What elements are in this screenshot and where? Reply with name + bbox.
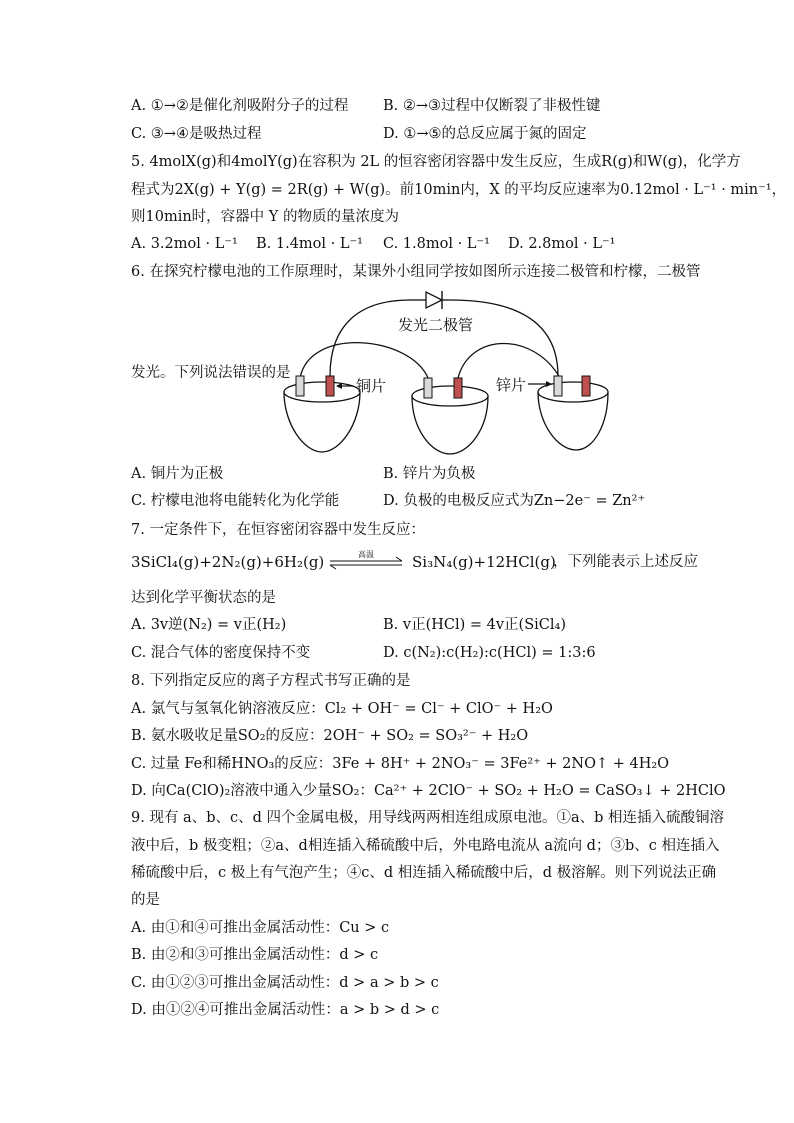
q7-stem-line1: 7. 一定条件下，在恒容密闭容器中发生反应： — [131, 522, 425, 538]
q8-option-c: C. 过量 Fe和稀HNO₃的反应：3Fe + 8H⁺ + 2NO₃⁻ = 3Fe²⁺ + 2NO↑ + 4H₂O — [131, 756, 670, 772]
q9-stem-line1: 9. 现有 a、b、c、d 四个金属电极，用导线两两相连组成原电池。①a、b 相连插入硫酸铜溶 — [131, 810, 725, 826]
q9-stem-line4: 的是 — [131, 892, 160, 908]
q6-option-a: A. 铜片为正极 — [131, 466, 224, 482]
q6-option-c: C. 柠檬电池将电能转化为化学能 — [131, 493, 340, 509]
q9-option-d: D. 由①②④可推出金属活动性：a > b > d > c — [131, 1002, 440, 1018]
q7-option-c: C. 混合气体的密度保持不变 — [131, 645, 311, 661]
reversible-arrow-icon — [326, 548, 406, 576]
copper-electrode-left — [326, 376, 334, 396]
q6-option-d: D. 负极的电极反应式为Zn−2e⁻ = Zn²⁺ — [383, 493, 646, 509]
q7-option-d: D. c(N₂):c(H₂):c(HCl) = 1:3:6 — [383, 645, 596, 661]
q5-option-a: A. 3.2mol · L⁻¹ — [131, 236, 238, 252]
q6-option-b: B. 锌片为负极 — [383, 466, 476, 482]
copper-label: 铜片 — [356, 377, 387, 395]
q6-stem-line2: 发光。下列说法错误的是 — [131, 365, 291, 381]
diode-icon — [410, 291, 450, 309]
q9-option-a: A. 由①和④可推出金属活动性：Cu > c — [131, 920, 390, 936]
lemon-battery-diagram — [270, 284, 610, 460]
wire-right — [450, 300, 558, 376]
q9-stem-line3: 稀硫酸中后，c 极上有气泡产生；④c、d 相连插入稀硫酸中后，d 极溶解。则下列说法正确 — [131, 865, 717, 881]
q5-option-b: B. 1.4mol · L⁻¹ — [256, 236, 363, 252]
copper-electrode-middle — [454, 378, 462, 398]
zinc-electrode-middle — [424, 378, 432, 398]
copper-electrode-right — [582, 376, 590, 396]
wire-middle-right — [458, 344, 560, 379]
lemon-right-icon — [538, 382, 608, 450]
q7-option-b: B. v正(HCl) = 4v正(SiCl₄) — [383, 617, 566, 633]
q7-stem-line3: 达到化学平衡状态的是 — [131, 590, 276, 606]
q7-option-a: A. 3v逆(N₂) = v正(H₂) — [131, 617, 287, 633]
q4-option-b: B. ②→③过程中仅断裂了非极性键 — [383, 98, 601, 114]
q4-option-a: A. ①→②是催化剂吸附分子的过程 — [131, 98, 349, 114]
zinc-electrode-left — [296, 376, 304, 396]
wire-left — [330, 300, 410, 376]
q4-option-c: C. ③→④是吸热过程 — [131, 126, 262, 142]
q7-equation-tail: ，下列能表示上述反应 — [553, 554, 698, 570]
q7-equation-right: Si₃N₄(g)+12HCl(g) — [412, 553, 556, 571]
q5-stem-line1: 5. 4molX(g)和4molY(g)在容积为 2L 的恒容密闭容器中发生反应，生成R(g)和W(g)，化学方 — [131, 154, 741, 170]
q9-option-c: C. 由①②③可推出金属活动性：d > a > b > c — [131, 975, 439, 991]
q6-stem-line1: 6. 在探究柠檬电池的工作原理时，某课外小组同学按如图所示连接二极管和柠檬，二极管 — [131, 264, 701, 280]
lemon-left-icon — [284, 382, 360, 452]
q8-option-a: A. 氯气与氢氧化钠溶液反应：Cl₂ + OH⁻ = Cl⁻ + ClO⁻ + H₂O — [131, 701, 553, 717]
q8-option-d: D. 向Ca(ClO)₂溶液中通入少量SO₂：Ca²⁺ + 2ClO⁻ + SO₂ + H₂O = CaSO₃↓ + 2HClO — [131, 783, 726, 799]
q7-equation-left: 3SiCl₄(g)+2N₂(g)+6H₂(g) — [131, 553, 325, 571]
q5-option-d: D. 2.8mol · L⁻¹ — [508, 236, 616, 252]
q4-option-d: D. ①→⑤的总反应属于氮的固定 — [383, 126, 587, 142]
q9-stem-line2: 液中后，b 极变粗；②a、d相连插入稀硫酸中后，外电路电流从 a流向 d；③b、c 相连插入 — [131, 838, 720, 854]
q9-option-b: B. 由②和③可推出金属活动性：d > c — [131, 947, 379, 963]
q8-stem-line1: 8. 下列指定反应的离子方程式书写正确的是 — [131, 673, 411, 689]
q5-option-c: C. 1.8mol · L⁻¹ — [383, 236, 490, 252]
q8-option-b: B. 氨水吸收足量SO₂的反应：2OH⁻ + SO₂ = SO₃²⁻ + H₂O — [131, 728, 529, 744]
wire-middle-left — [300, 343, 428, 378]
equation-condition: 高温 — [358, 550, 374, 559]
q5-stem-line2: 程式为2X(g) + Y(g) = 2R(g) + W(g)。前10min内，X 的平均反应速率为0.12mol · L⁻¹ · min⁻¹， — [131, 182, 787, 198]
q5-stem-line3: 则10min时，容器中 Y 的物质的量浓度为 — [131, 209, 399, 225]
zinc-electrode-right — [554, 376, 562, 396]
lemon-middle-icon — [412, 386, 488, 454]
zinc-label: 锌片 — [496, 376, 527, 394]
diode-label: 发光二极管 — [398, 316, 474, 334]
